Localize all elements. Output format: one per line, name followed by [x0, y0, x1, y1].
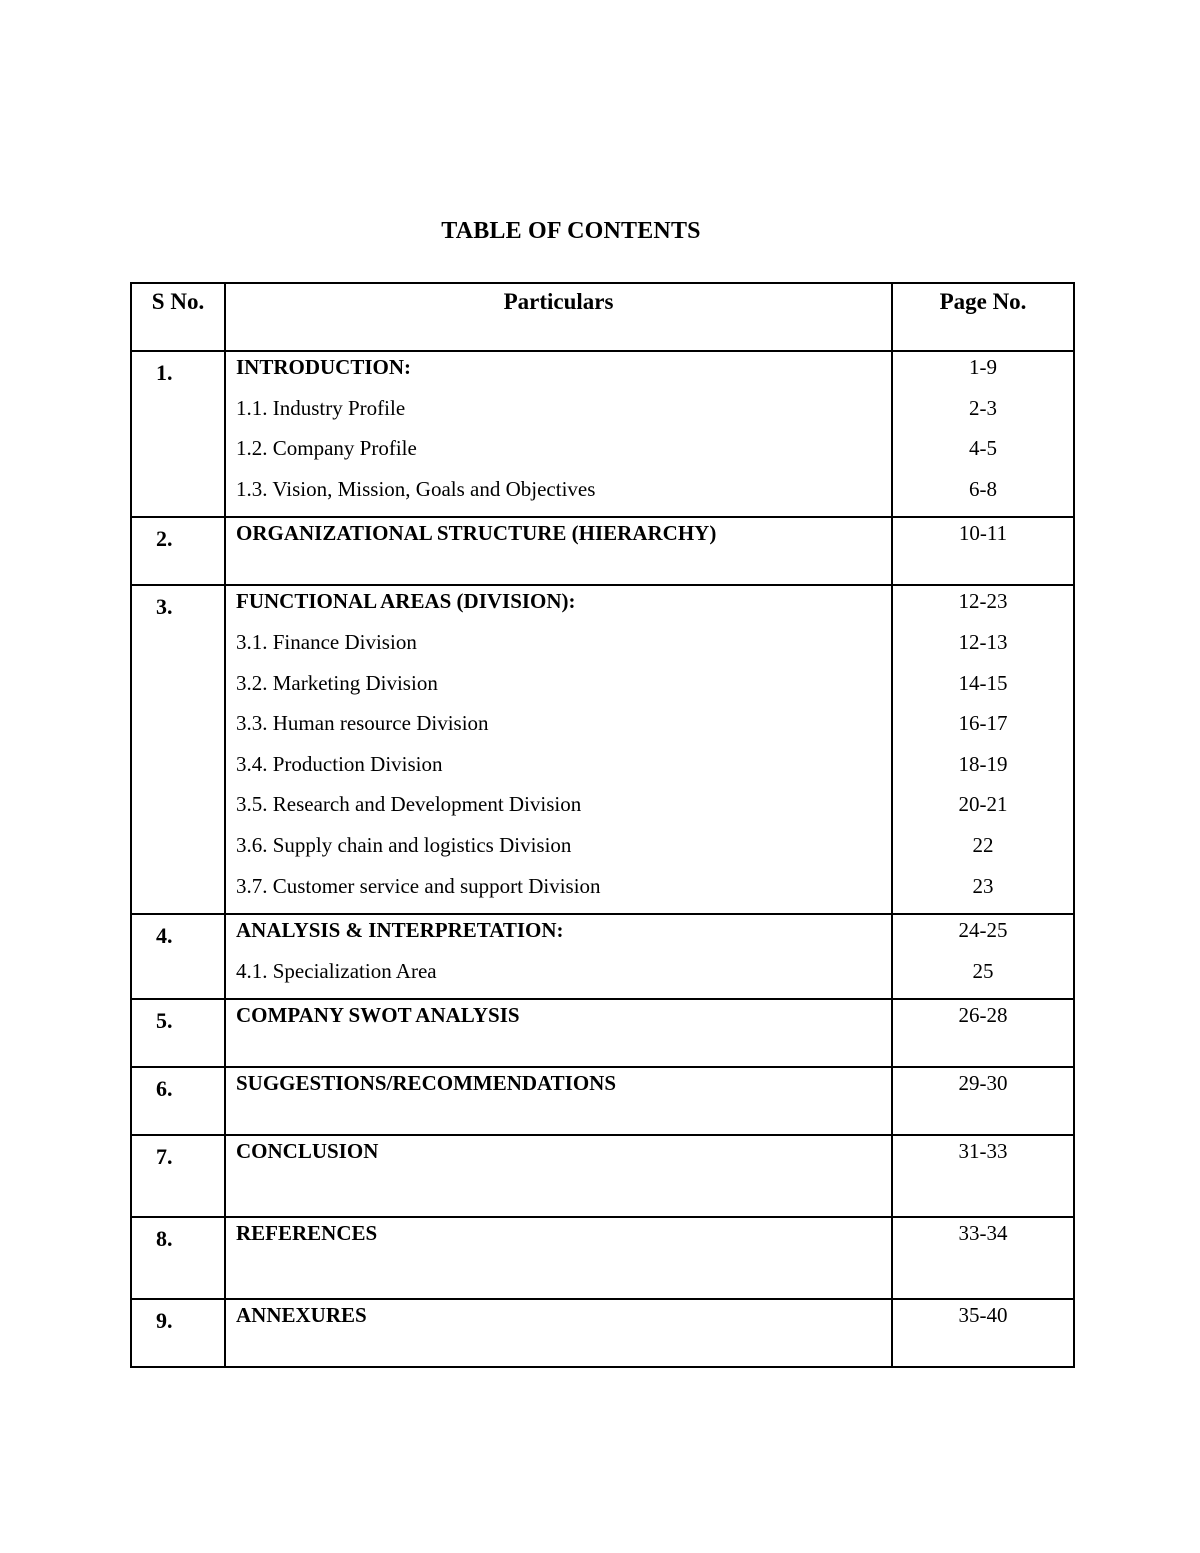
subsection-entry: 3.1. Finance Division: [236, 629, 417, 654]
page-range: 25: [972, 958, 994, 983]
subsection-entry: 3.5. Research and Development Division: [236, 792, 582, 817]
section-heading: CONCLUSION: [236, 1139, 379, 1164]
particulars-cell: [225, 999, 892, 1067]
table-row: [131, 1067, 1074, 1135]
serial-number: 8.: [156, 1226, 173, 1252]
serial-number: 4.: [156, 923, 173, 949]
page-number-cell: [892, 1217, 1074, 1299]
section-heading: FUNCTIONAL AREAS (DIVISION):: [236, 589, 576, 614]
particulars-cell: [225, 1067, 892, 1135]
subsection-entry: 4.1. Specialization Area: [236, 958, 437, 983]
serial-number-cell: [131, 914, 225, 999]
serial-number-cell: [131, 999, 225, 1067]
page-range: 2-3: [969, 395, 997, 420]
page-number-cell: [892, 351, 1074, 517]
table-row: [131, 351, 1074, 517]
particulars-cell: [225, 1217, 892, 1299]
section-heading: REFERENCES: [236, 1221, 378, 1246]
page-range: 18-19: [958, 751, 1008, 776]
serial-number-cell: [131, 1135, 225, 1217]
table-row: [131, 1299, 1074, 1367]
subsection-entry: 3.7. Customer service and support Division: [236, 873, 601, 898]
serial-number: 3.: [156, 594, 173, 620]
section-heading: INTRODUCTION:: [236, 355, 412, 379]
table-row: [131, 914, 1074, 999]
section-heading: SUGGESTIONS/RECOMMENDATIONS: [236, 1071, 617, 1096]
table-row: [131, 585, 1074, 914]
page-range: 29-30: [958, 1071, 1008, 1096]
subsection-entry: 3.4. Production Division: [236, 751, 443, 776]
serial-number: 2.: [156, 526, 173, 552]
serial-number: 6.: [156, 1076, 173, 1102]
section-heading: ANNEXURES: [236, 1303, 367, 1328]
page-range: 24-25: [958, 918, 1008, 943]
header-particulars-label: Particulars: [503, 289, 614, 314]
subsection-entry: 3.6. Supply chain and logistics Division: [236, 832, 572, 857]
page-range: 4-5: [969, 436, 997, 461]
toc-table: [130, 282, 1075, 1368]
page-title: TABLE OF CONTENTS: [441, 218, 701, 244]
subsection-entry: 1.1. Industry Profile: [236, 395, 406, 420]
subsection-entry: 3.3. Human resource Division: [236, 711, 489, 736]
serial-number-cell: [131, 351, 225, 517]
page-range: 10-11: [958, 521, 1008, 546]
section-heading: ORGANIZATIONAL STRUCTURE (HIERARCHY): [236, 521, 717, 546]
particulars-cell: [225, 1299, 892, 1367]
header-page: [892, 283, 1074, 351]
section-heading: ANALYSIS & INTERPRETATION:: [236, 918, 564, 943]
page-range: 16-17: [958, 711, 1008, 736]
page-number-cell: [892, 999, 1074, 1067]
table-row: [131, 517, 1074, 585]
page-number-cell: [892, 517, 1074, 585]
serial-number-cell: [131, 517, 225, 585]
serial-number: 7.: [156, 1144, 173, 1170]
serial-number: 1.: [156, 360, 173, 385]
page-number-cell: [892, 914, 1074, 999]
page-range: 12-23: [958, 589, 1008, 614]
serial-number-cell: [131, 1217, 225, 1299]
particulars-cell: [225, 914, 892, 999]
particulars-cell: [225, 585, 892, 914]
page-number-cell: [892, 585, 1074, 914]
page-number-cell: [892, 1299, 1074, 1367]
page-range: 14-15: [958, 670, 1008, 695]
table-row: [131, 1217, 1074, 1299]
particulars-cell: [225, 351, 892, 517]
page-range: 31-33: [958, 1139, 1008, 1164]
page-range: 22: [972, 832, 994, 857]
serial-number-cell: [131, 585, 225, 914]
page-range: 12-13: [958, 629, 1008, 654]
particulars-cell: [225, 1135, 892, 1217]
subsection-entry: 3.2. Marketing Division: [236, 670, 438, 695]
subsection-entry: 1.3. Vision, Mission, Goals and Objectives: [236, 476, 596, 501]
table-row: [131, 1135, 1074, 1217]
header-sno-label: S No.: [151, 289, 205, 314]
serial-number: 5.: [156, 1008, 173, 1034]
page-range: 1-9: [969, 355, 997, 379]
header-particulars: [225, 283, 892, 351]
page-number-cell: [892, 1067, 1074, 1135]
header-sno: [131, 283, 225, 351]
serial-number-cell: [131, 1067, 225, 1135]
page-range: 23: [972, 873, 994, 898]
header-page-label: Page No.: [939, 289, 1027, 314]
serial-number: 9.: [156, 1308, 173, 1334]
page-range: 20-21: [958, 792, 1008, 817]
page-range: 33-34: [958, 1221, 1008, 1246]
page-range: 26-28: [958, 1003, 1008, 1028]
table-header-row: [131, 283, 1074, 351]
page-range: 6-8: [969, 476, 997, 501]
serial-number-cell: [131, 1299, 225, 1367]
section-heading: COMPANY SWOT ANALYSIS: [236, 1003, 520, 1028]
page-range: 35-40: [958, 1303, 1008, 1328]
subsection-entry: 1.2. Company Profile: [236, 436, 417, 461]
page-number-cell: [892, 1135, 1074, 1217]
particulars-cell: [225, 517, 892, 585]
table-row: [131, 999, 1074, 1067]
